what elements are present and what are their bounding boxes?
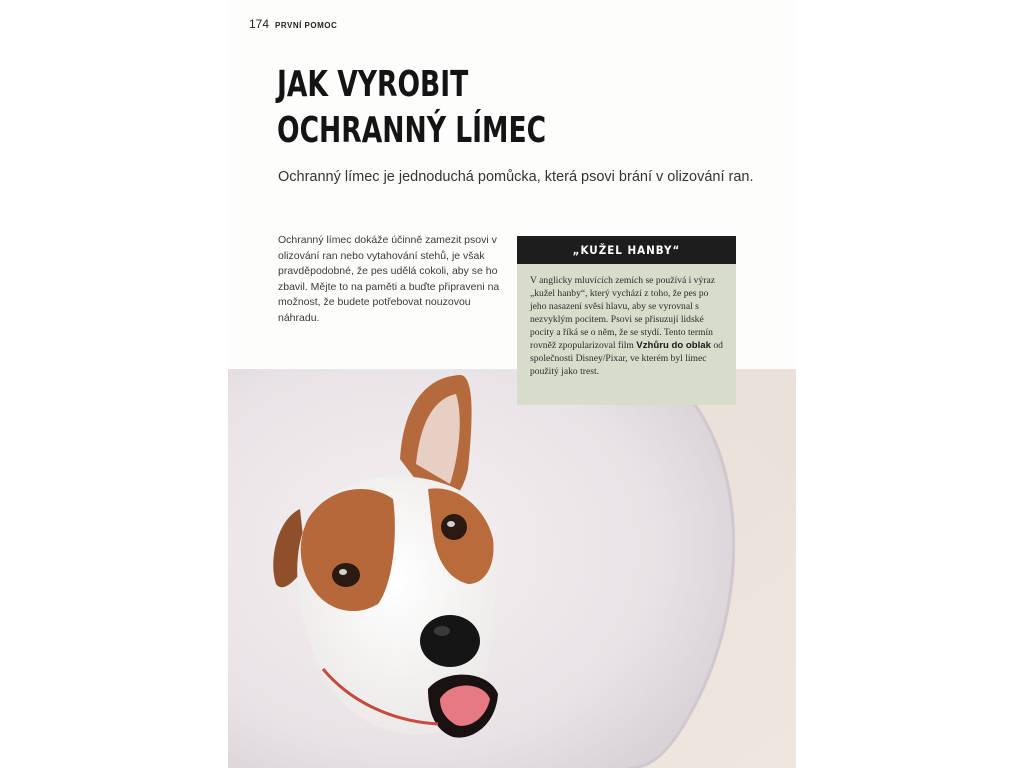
info-box-text-end: od společnosti Disney/Pixar, ve kterém byl límec použitý jako trest. xyxy=(530,340,723,377)
dog-cone-photo xyxy=(228,369,796,768)
page-title-line-1: JAK VYROBIT xyxy=(277,64,469,105)
subtitle: Ochranný límec je jednoduchá pomůcka, která psovi brání v olizování ran. xyxy=(278,169,754,185)
page-title xyxy=(277,62,546,154)
section-title: PRVNÍ POMOC xyxy=(275,21,338,30)
intro-paragraph: Ochranný límec dokáže účinně zamezit psovi v olizování ran nebo vytahování stehů, je však pravděpodobné, že pes udělá cokoli, aby se ho zbavil. Mějte to na paměti a buďte připraveni na možnost, že budete potřebovat nouzovou náhradu. xyxy=(278,234,500,324)
info-box xyxy=(517,236,736,405)
page-title-line-2: OCHRANNÝ LÍMEC xyxy=(277,110,547,151)
film-title: Vzhůru do oblak xyxy=(636,340,711,351)
running-header xyxy=(249,17,337,31)
book-page xyxy=(228,0,796,768)
info-box-text xyxy=(517,264,736,378)
page-number: 174 xyxy=(249,17,270,31)
info-box-heading: „KUŽEL HANBY“ xyxy=(517,236,736,264)
info-box-text-start: V anglicky mluvících zemích se používá i výraz „kužel hanby“, který vychází z toho, že pes po jeho nasazení svěsí hlavu, aby se vyrovnal s nezvyklým pocitem. Psovi se přisuzují lidské pocity a říká se o něm, že se stydí. Tento termín rovněž zpopularizoval film xyxy=(530,275,715,351)
